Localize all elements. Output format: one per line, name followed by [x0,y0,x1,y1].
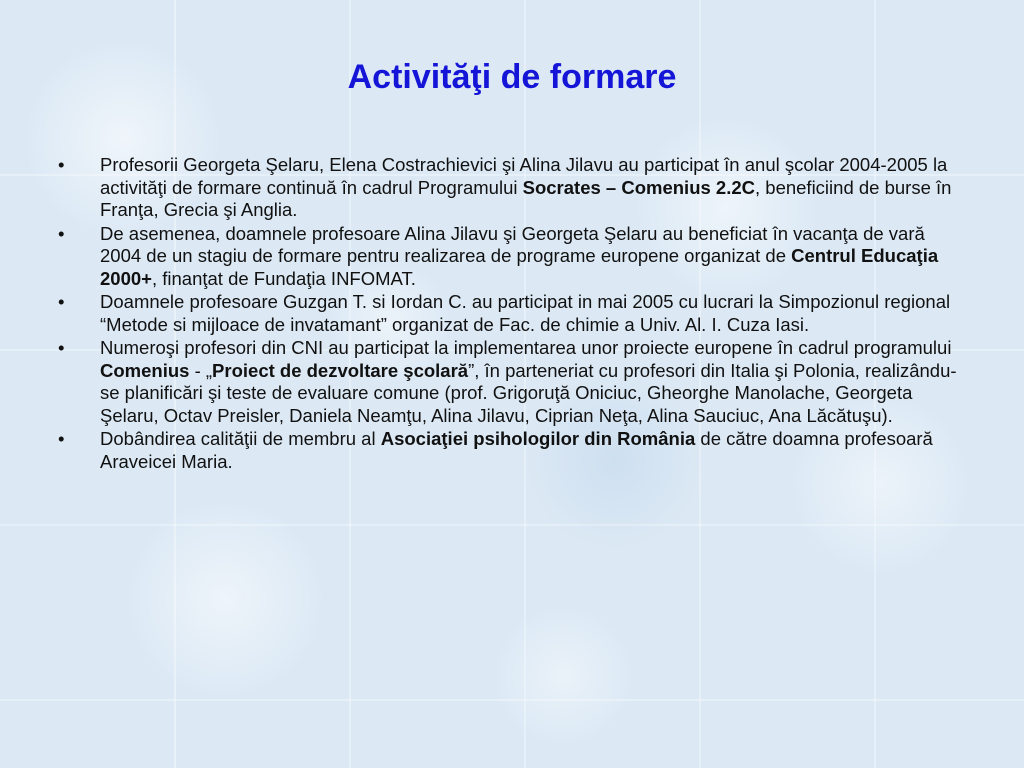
bullet-list [56,154,968,474]
list-item [56,154,968,222]
list-item [56,337,968,427]
slide-title: Activităţi de formare [347,58,677,96]
bullet-text: Profesorii Georgeta Şelaru, Elena Costrachievici şi Alina Jilavu au participat în anul şcolar 2004-2005 la activităţi de formare continuă în cadrul Programului Socrates – Comenius 2.2C, beneficiind de burse în Franţa, Grecia şi Anglia. [100,154,952,220]
list-item [56,428,968,473]
bullet-icon: • [58,222,65,244]
bullet-icon: • [58,154,65,175]
bullet-icon: • [58,428,65,449]
bullet-icon: • [58,291,65,312]
list-item [56,291,968,336]
bullet-text: De asemenea, doamnele profesoare Alina Jilavu şi Georgeta Şelaru au beneficiat în vacanţa de vară 2004 de un stagiu de formare pentru realizarea de programe europene organizat de Centrul Educaţia 2000+, finanţat de Fundaţia INFOMAT. [100,222,939,289]
bullet-text: Numeroşi profesori din CNI au participat la implementarea unor proiecte europene în cadrul programului Comenius - „Proiect de dezvoltare şcolară”, în parteneriat cu profesori din Italia şi Polonia, realizându-se planificări şi teste de evaluare comune (prof. Grigoruţă Oniciuc, Gheorghe Manolache, Georgeta Şelaru, Octav Preisler, Daniela Neamţu, Alina Jilavu, Ciprian Neţa, Alina Sauciuc, Ana Lăcătuşu). [100,337,957,426]
bullet-text: Doamnele profesoare Guzgan T. si Iordan C. au participat in mai 2005 cu lucrari la Simpozionul regional “Metode si mijloace de invatamant” organizat de Fac. de chimie a Univ. Al. I. Cuza Iasi. [100,291,951,335]
list-item [56,223,968,291]
bullet-text: Dobândirea calităţii de membru al Asociaţiei psihologilor din România de către doamna profesoară Araveicei Maria. [100,428,933,472]
bullet-icon: • [58,337,65,358]
